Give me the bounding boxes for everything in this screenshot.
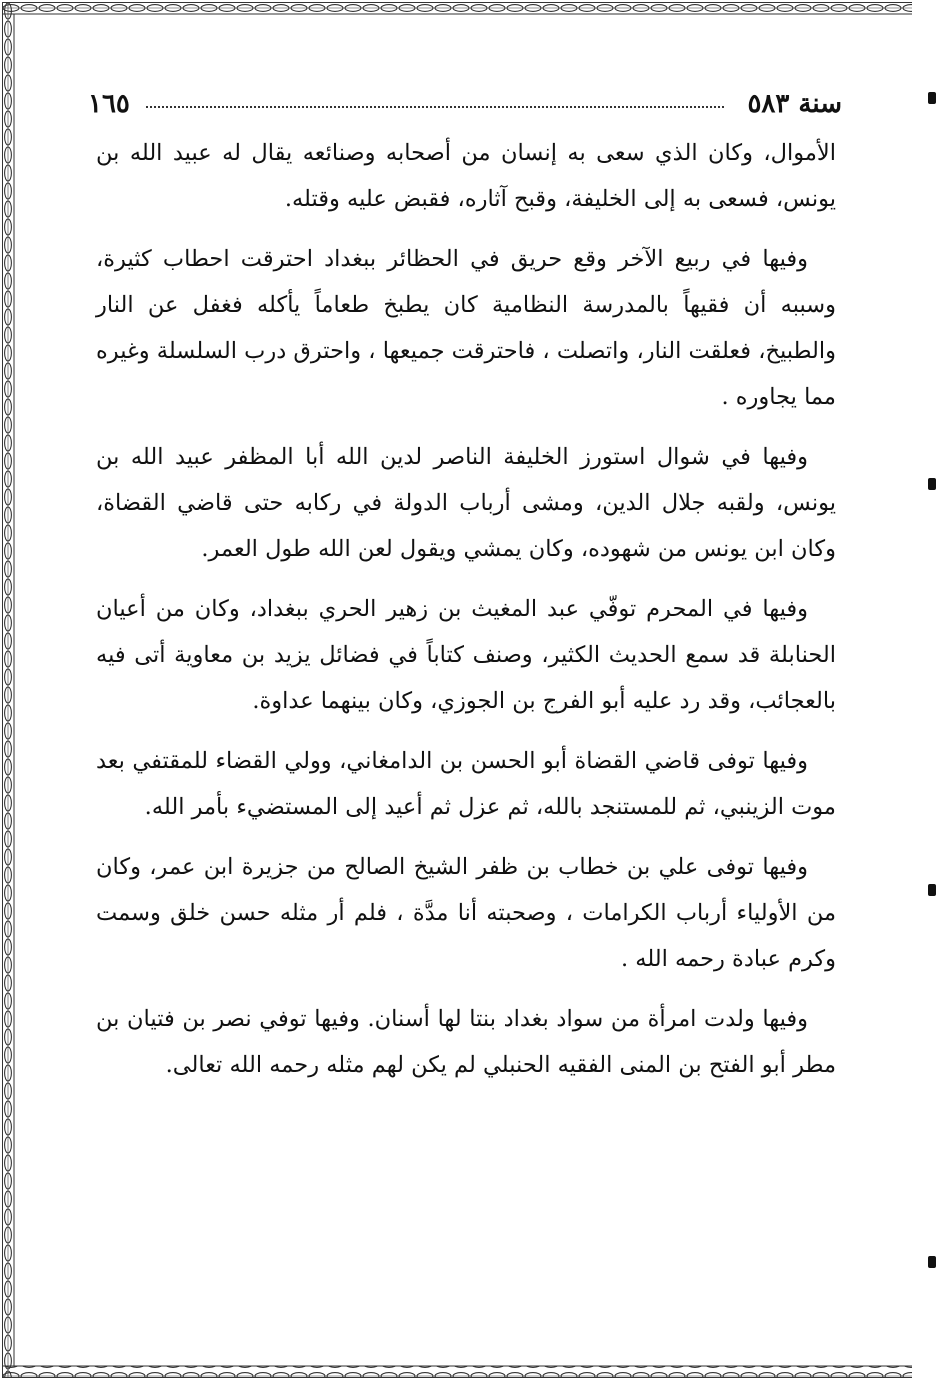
paragraph: وفيها في شوال استورز الخليفة الناصر لدين الله أبا المظفر عبيد الله بن يونس، ولقبه جلال الدين، ومشى أرباب الدولة في ركابه حتى قاضي القضاة، وكان ابن يونس من شهوده، وكان يمشي ويقول لعن الله طول العمر. [96, 444, 836, 562]
page-number: ١٦٥ [88, 89, 130, 119]
paragraph: وفيها توفى قاضي القضاة أبو الحسن بن الدامغاني، وولي القضاء للمقتفي بعد موت الزينبي، ثم للمستنجد بالله، ثم عزل ثم أعيد إلى المستضيء بأمر الله. [96, 748, 836, 820]
header-dotted-leader [146, 106, 724, 108]
paragraph: وفيها ولدت امرأة من سواد بغداد بنتا لها أسنان. وفيها توفي نصر بن فتيان بن مطر أبو الفتح بن المنى الفقيه الحنبلي لم يكن لهم مثله رحمه الله تعالى. [96, 1006, 836, 1078]
paragraph: وفيها توفى علي بن خطاب بن ظفر الشيخ الصالح من جزيرة ابن عمر، وكان من الأولياء أرباب الكرامات ، وصحبته أنا مدَّة ، فلم أر مثله حسن خلق وسمت وكرم عبادة رحمه الله . [96, 854, 836, 972]
binding-edge-mark [928, 884, 936, 896]
header-year-label: سنة ٥٨٣ [747, 89, 842, 119]
running-header [88, 84, 842, 124]
paragraph: وفيها في ربيع الآخر وقع حريق في الحظائر ببغداد احترقت احطاب كثيرة، وسببه أن فقيهاً بالمدرسة النظامية كان يطبخ طعاماً يأكله فغفل عن النار والطبيخ، فعلقت النار، واتصلت ، فاحترقت جميعها ، واحترق درب السلسلة وغيره مما يجاوره . [96, 246, 836, 410]
paragraph: الأموال، وكان الذي سعى به إنسان من أصحابه وصنائعه يقال له عبيد الله بن يونس، فسعى به إلى الخليفة، وقبح آثاره، فقبض عليه وقتله. [96, 140, 836, 212]
binding-edge-mark [928, 92, 936, 104]
paragraph: وفيها في المحرم توفّي عبد المغيث بن زهير الحري ببغداد، وكان من أعيان الحنابلة قد سمع الحديث الكثير، وصنف كتاباً في فضائل يزيد بن معاوية أتى فيه بالعجائب، وقد رد عليه أبو الفرج بن الجوزي، وكان بينهما عداوة. [96, 596, 836, 714]
binding-edge-mark [928, 478, 936, 490]
page-body [96, 130, 836, 1102]
binding-edge-mark [928, 1256, 936, 1268]
